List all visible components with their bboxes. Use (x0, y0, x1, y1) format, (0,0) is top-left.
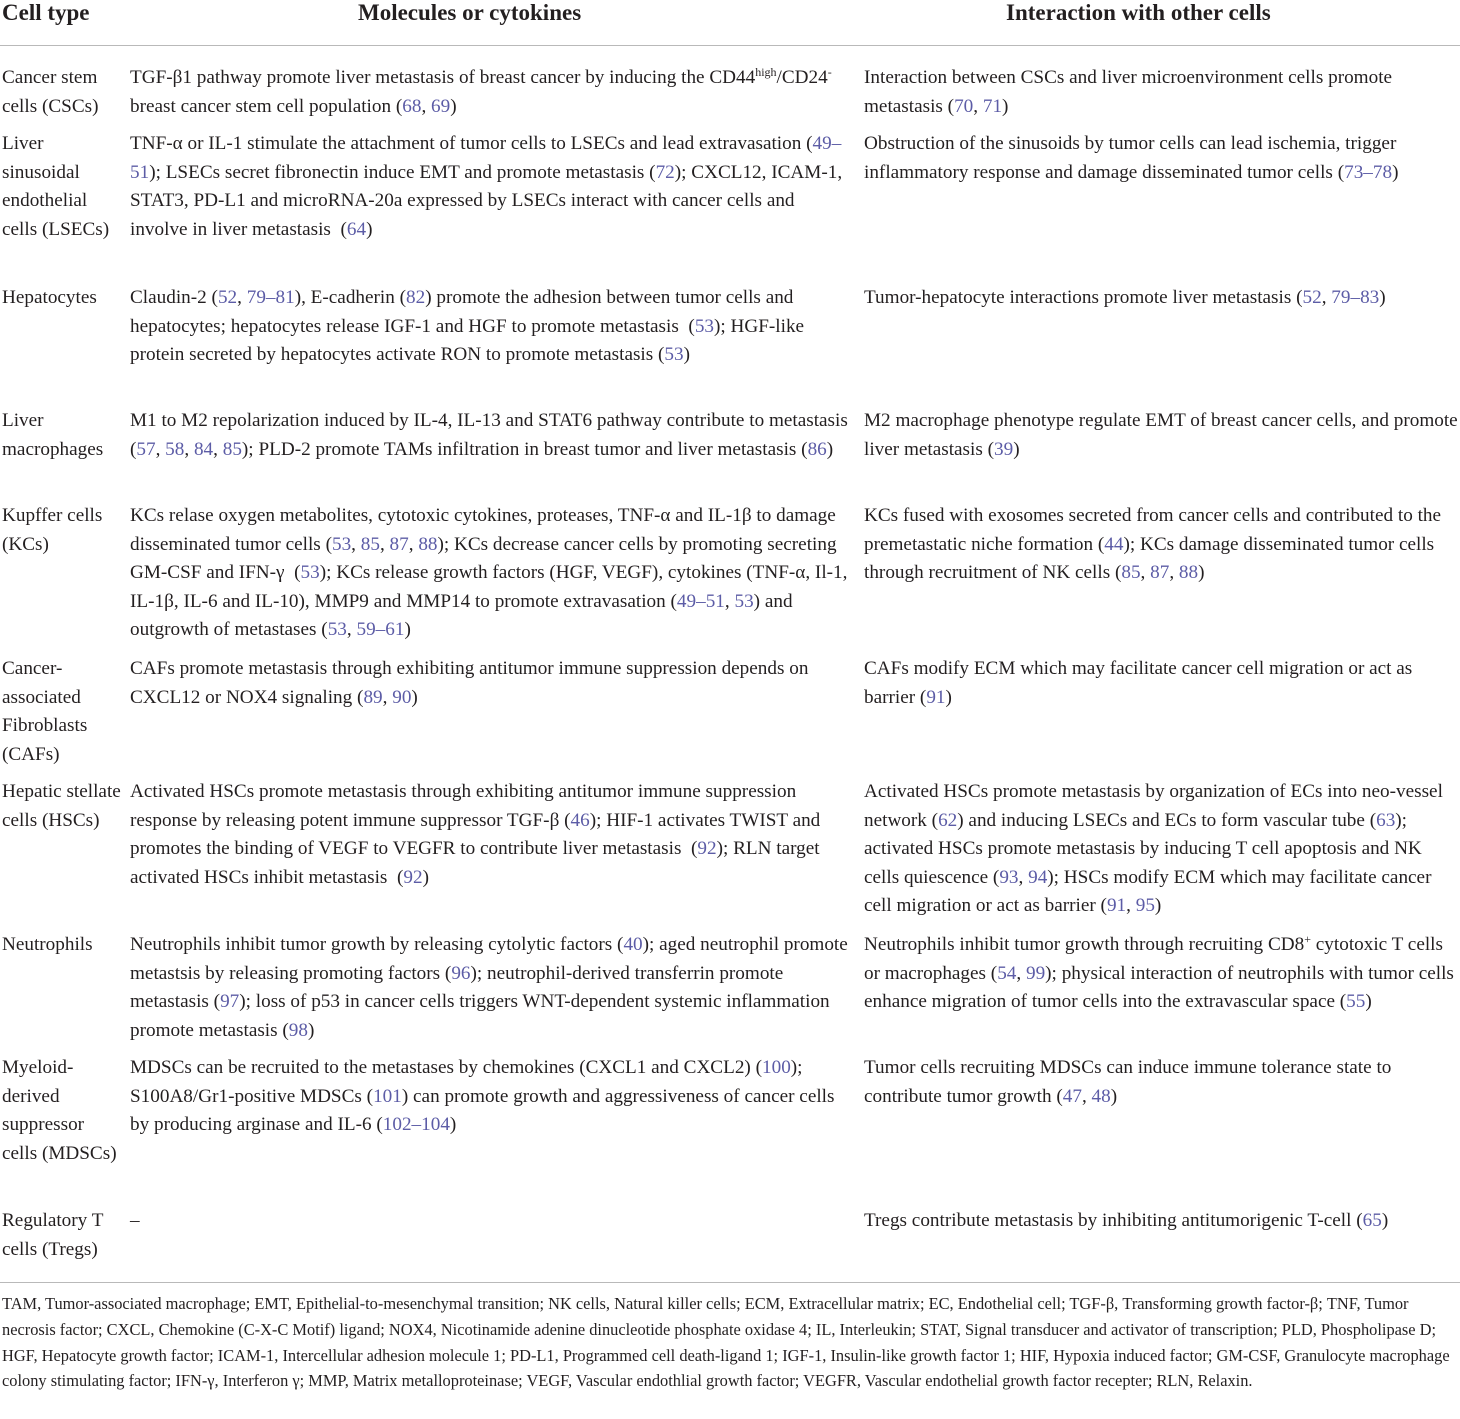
row-interaction: Neutrophils inhibit tumor growth through recruiting CD8+ cytotoxic T cells or macrophages (54, 99); physical interaction of neutrophils with tumor cells enhance migration of tumor cells into the extravascular space (55) (864, 932, 1454, 1013)
row-interaction: Tregs contribute metastasis by inhibiting antitumorigenic T-cell (65) (864, 1210, 1389, 1231)
row-cell-type: Myeloid-derived suppressor cells (MDSCs) (2, 1057, 117, 1164)
row-interaction: Obstruction of the sinusoids by tumor cells can lead ischemia, trigger inflammatory response and damage disseminated tumor cells (73–78) (864, 133, 1399, 183)
row-interaction: M2 macrophage phenotype regulate EMT of breast cancer cells, and promote liver metastasis (39) (864, 410, 1458, 460)
row-cell-type: Hepatic stellate cells (HSCs) (2, 781, 121, 831)
row-molecules: Neutrophils inhibit tumor growth by releasing cytolytic factors (40); aged neutrophil promote metastsis by releasing promoting factors (96); neutrophil-derived transferrin promote metastasis (97); loss of p53 in cancer cells triggers WNT-dependent systemic inflammation promote metastasis (98) (130, 934, 848, 1041)
row-molecules: TNF-α or IL-1 stimulate the attachment of tumor cells to LSECs and lead extravasation (49–51); LSECs secret fibronectin induce EMT and promote metastasis (72); CXCL12, ICAM-1, STAT3, PD-L1 and microRNA-20a expressed by LSECs interact with cancer cells and involve in liver metastasis (64) (130, 133, 843, 240)
row-molecules: Activated HSCs promote metastasis through exhibiting antitumor immune suppression response by releasing potent immune suppressor TGF-β (46); HIF-1 activates TWIST and promotes the binding of VEGF to VEGFR to contribute liver metastasis (92); RLN target activated HSCs inhibit metastasis (92) (130, 781, 821, 888)
row-interaction: KCs fused with exosomes secreted from cancer cells and contributed to the premetastatic niche formation (44); KCs damage disseminated tumor cells through recruitment of NK cells (85, 87, 88) (864, 505, 1442, 584)
row-interaction: Interaction between CSCs and liver microenvironment cells promote metastasis (70, 71) (864, 67, 1393, 117)
header-cell-type: Cell type (2, 0, 90, 25)
header-divider (0, 45, 1460, 46)
row-molecules: MDSCs can be recruited to the metastases by chemokines (CXCL1 and CXCL2) (100); S100A8/Gr1-positive MDSCs (101) can promote growth and aggressiveness of cancer cells by producing arginase and IL-6 (102–104) (130, 1057, 835, 1136)
row-molecules: TGF-β1 pathway promote liver metastasis of breast cancer by inducing the $CD44^{high}/CD24^-$ breast cancer stem cell population (68, 69) (130, 65, 832, 117)
row-cell-type: Liver sinusoidal endothelial cells (LSECs) (2, 133, 110, 240)
row-molecules: Claudin-2 (52, 79–81), E-cadherin (82) promote the adhesion between tumor cells and hepatocytes; hepatocytes release IGF-1 and HGF to promote metastasis (53); HGF-like protein secreted by hepatocytes activate RON to promote metastasis (53) (130, 287, 805, 366)
row-cell-type: Liver macrophages (2, 410, 104, 460)
row-molecules: KCs relase oxygen metabolites, cytotoxic cytokines, proteases, TNF-α and IL-1β to damage disseminated tumor cells (53, 85, 87, 88); KCs decrease cancer cells by promoting secreting GM-CSF and IFN-γ (53); KCs release growth factors (HGF, VEGF), cytokines (TNF-α, Il-1, IL-1β, IL-6 and IL-10), MMP9 and MMP14 to promote extravasation (49–51, 53) and outgrowth of metastases (53, 59–61) (130, 505, 848, 641)
row-cell-type: Kupffer cells (KCs) (2, 505, 103, 555)
row-interaction: CAFs modify ECM which may facilitate cancer cell migration or act as barrier (91) (864, 658, 1413, 708)
row-interaction: Tumor-hepatocyte interactions promote liver metastasis (52, 79–83) (864, 287, 1386, 308)
header-interaction: Interaction with other cells (1006, 0, 1271, 25)
row-cell-type: Neutrophils (2, 934, 93, 955)
row-cell-type: Hepatocytes (2, 287, 97, 308)
header-molecules: Molecules or cytokines (358, 0, 582, 25)
row-molecules: CAFs promote metastasis through exhibiting antitumor immune suppression depends on CXCL12 or NOX4 signaling (89, 90) (130, 658, 809, 708)
row-molecules: – (130, 1210, 140, 1231)
row-cell-type: Cancer-associated Fibroblasts (CAFs) (2, 658, 88, 765)
row-cell-type: Regulatory T cells (Tregs) (2, 1210, 104, 1260)
row-interaction: Tumor cells recruiting MDSCs can induce immune tolerance state to contribute tumor growth (47, 48) (864, 1057, 1392, 1107)
row-cell-type: Cancer stem cells (CSCs) (2, 67, 99, 117)
table-bottom-rule (0, 1282, 1460, 1283)
row-molecules: M1 to M2 repolarization induced by IL-4, IL-13 and STAT6 pathway contribute to metastasis (57, 58, 84, 85); PLD-2 promote TAMs infiltration in breast tumor and liver metastasis (86) (130, 410, 848, 460)
row-interaction: Activated HSCs promote metastasis by organization of ECs into neo-vessel network (62) and inducing LSECs and ECs to form vascular tube (63); activated HSCs promote metastasis by inducing T cell apoptosis and NK cells quiescence (93, 94); HSCs modify ECM which may facilitate cancer cell migration or act as barrier (91, 95) (864, 781, 1443, 917)
table-footnote: TAM, Tumor-associated macrophage; EMT, Epithelial-to-mesenchymal transition; NK cells, Natural killer cells; ECM, Extracellular matrix; EC, Endothelial cell; TGF-β, Transforming growth factor-β; TNF, Tumor necrosis factor; CXCL, Chemokine (C-X-C Motif) ligand; NOX4, Nicotinamide adenine dinucleotide phosphate oxidase 4; IL, Interleukin; STAT, Signal transducer and activator of transcription; PLD, Phospholipase D; HGF, Hepatocyte growth factor; ICAM-1, Intercellular adhesion molecule 1; PD-L1, Programmed cell death-ligand 1; IGF-1, Insulin-like growth factor 1; HIF, Hypoxia induced factor; GM-CSF, Granulocyte macrophage colony stimulating factor; IFN-γ, Interferon γ; MMP, Matrix metalloproteinase; VEGF, Vascular endothlial growth factor; VEGFR, Vascular endothelial growth factor recepter; RLN, Relaxin. (2, 1294, 1450, 1391)
